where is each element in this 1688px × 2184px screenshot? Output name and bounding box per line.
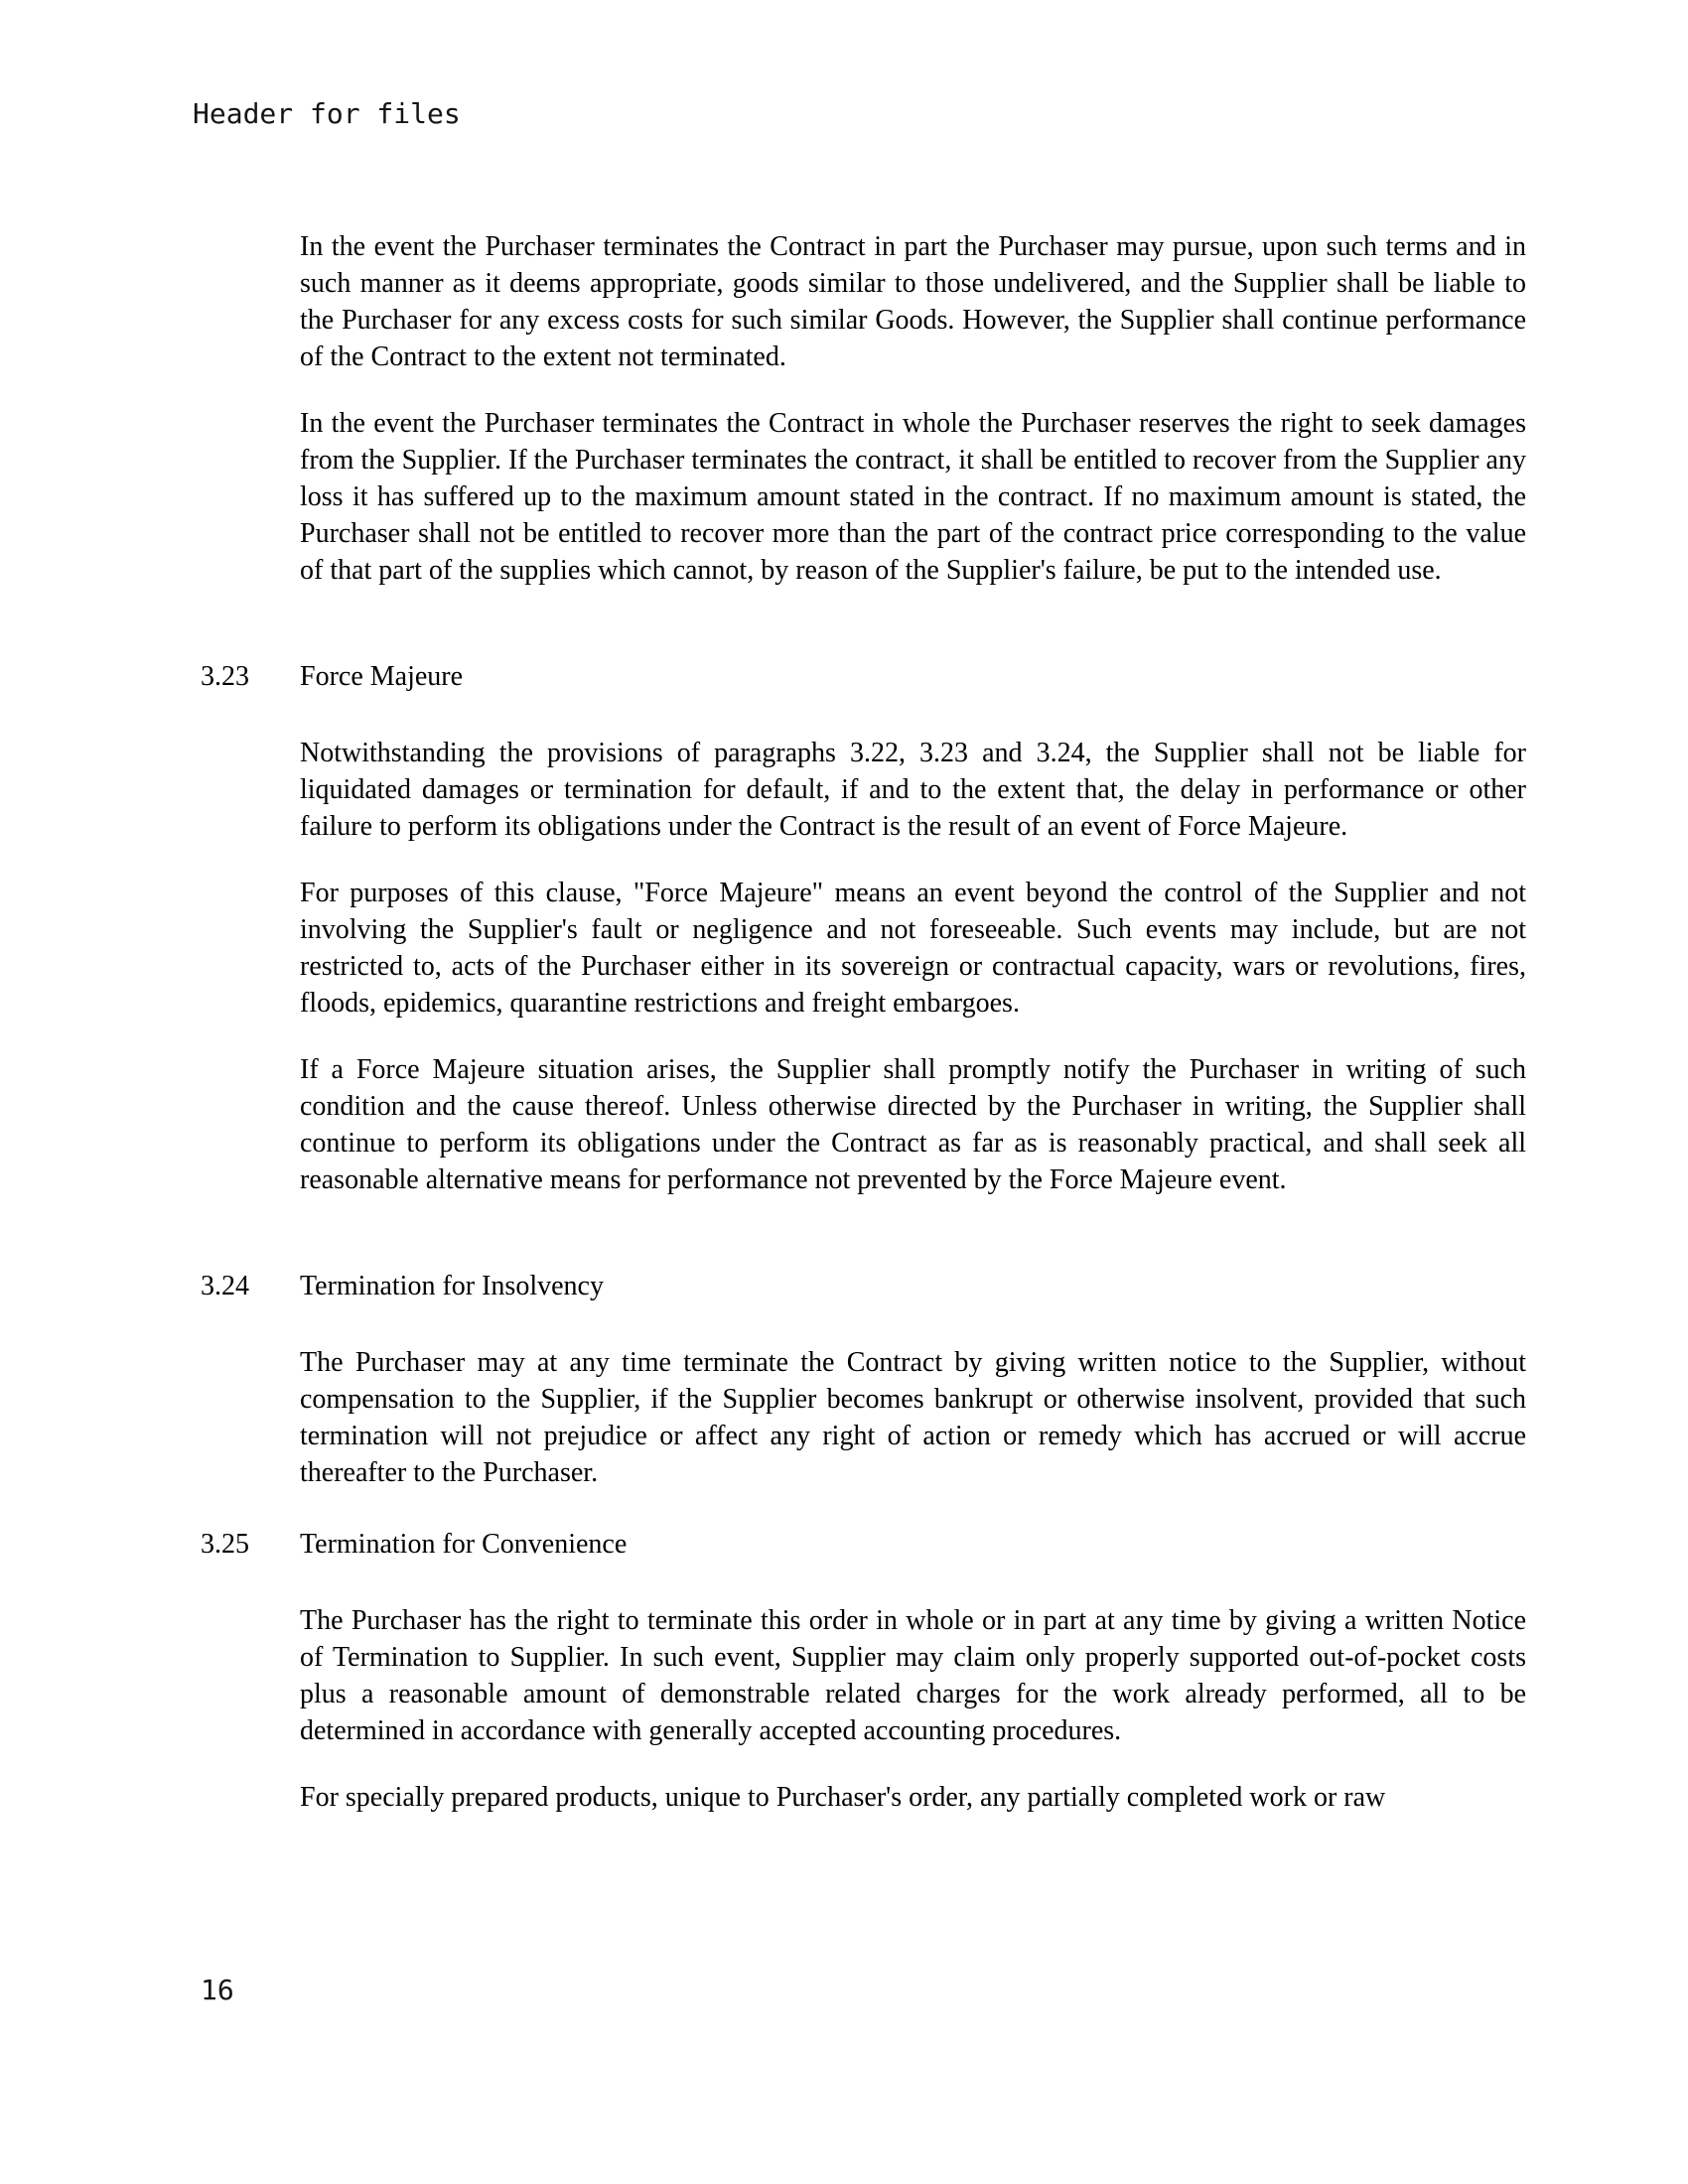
paragraph-termination-in-whole: In the event the Purchaser terminates the Contract in whole the Purchaser reserves the right to seek damages from the Supplier. If the Purchaser terminates the contract, it shall be entitled to recover from the Supplier any loss it has suffered up to the maximum amount stated in the contract. If no maximum amount is stated, the Purchaser shall not be entitled to recover more than the part of the contract price corresponding to the value of that part of the supplies which cannot, by reason of the Supplier's failure, be put to the intended use.: [300, 408, 1526, 586]
section-heading-force-majeure: [201, 658, 1526, 695]
document-header: Header for files: [193, 97, 461, 130]
page-number: 16: [201, 1974, 234, 2006]
section-heading-termination-convenience: [201, 1526, 1526, 1563]
paragraph-force-majeure-definition: For purposes of this clause, "Force Majeure" means an event beyond the control of the Supplier and not involving the Supplier's fault or negligence and not foreseeable. Such events may include, but are not restricted to, acts of the Purchaser either in its sovereign or contractual capacity, wars or revolutions, fires, floods, epidemics, quarantine restrictions and freight embargoes.: [300, 878, 1526, 1019]
paragraph-termination-in-part: In the event the Purchaser terminates the Contract in part the Purchaser may pursue, upon such terms and in such manner as it deems appropriate, goods similar to those undelivered, and the Supplier shall be liable to the Purchaser for any excess costs for such similar Goods. However, the Supplier shall continue performance of the Contract to the extent not terminated.: [300, 231, 1526, 372]
section-title: Termination for Convenience: [300, 1529, 628, 1560]
document-content: [201, 0, 1526, 1816]
section-heading-termination-insolvency: [201, 1268, 1526, 1304]
section-number: 3.25: [201, 1529, 249, 1560]
section-title: Force Majeure: [300, 661, 464, 692]
paragraph-insolvency-terms: The Purchaser may at any time terminate the Contract by giving written notice to the Supplier, without compensation to the Supplier, if the Supplier becomes bankrupt or otherwise insolvent, provided that such termination will not prejudice or affect any right of action or remedy which has accrued or will accrue thereafter to the Purchaser.: [300, 1347, 1526, 1488]
paragraph-convenience-terms: The Purchaser has the right to terminate this order in whole or in part at any time by giving a written Notice of Termination to Supplier. In such event, Supplier may claim only properly supported out-of-pocket costs plus a reasonable amount of demonstrable related charges for the work already performed, all to be determined in accordance with generally accepted accounting procedures.: [300, 1605, 1526, 1746]
paragraph-force-majeure-notice: If a Force Majeure situation arises, the Supplier shall promptly notify the Purchaser in writing of such condition and the cause thereof. Unless otherwise directed by the Purchaser in writing, the Supplier shall continue to perform its obligations under the Contract as far as is reasonably practical, and shall seek all reasonable alternative means for performance not prevented by the Force Majeure event.: [300, 1054, 1526, 1195]
section-number: 3.24: [201, 1271, 249, 1301]
section-number: 3.23: [201, 661, 249, 692]
section-title: Termination for Insolvency: [300, 1271, 604, 1301]
paragraph-specially-prepared-products: For specially prepared products, unique to Purchaser's order, any partially completed work or raw: [300, 1782, 1386, 1813]
paragraph-force-majeure-liability: Notwithstanding the provisions of paragraphs 3.22, 3.23 and 3.24, the Supplier shall not be liable for liquidated damages or termination for default, if and to the extent that, the delay in performance or other failure to perform its obligations under the Contract is the result of an event of Force Majeure.: [300, 738, 1526, 842]
